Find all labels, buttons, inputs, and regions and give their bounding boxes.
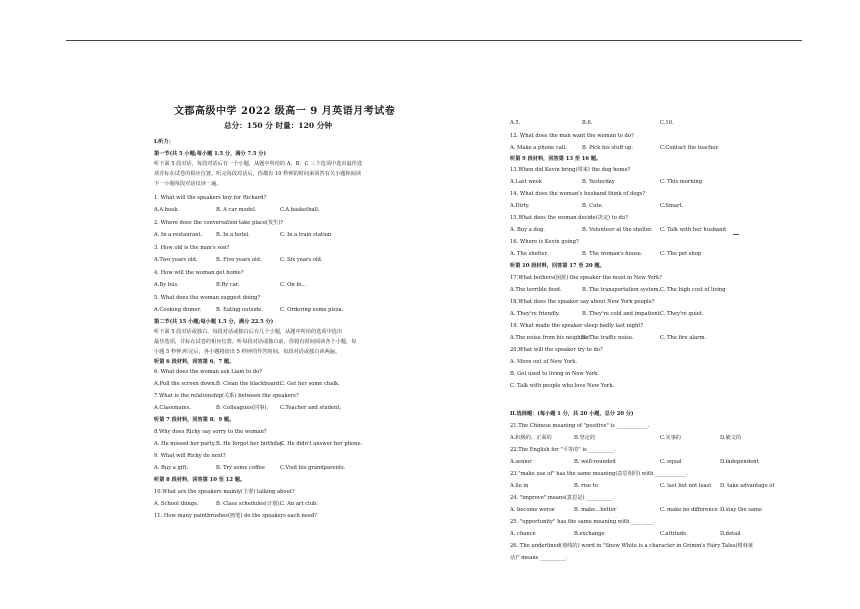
- answer-option: B. Yesterday: [582, 179, 615, 185]
- question-text: B. Get used to living in New York.: [510, 371, 599, 377]
- answer-option: B. Pick his stuff up.: [582, 145, 634, 151]
- answer-option: C.10.: [660, 120, 674, 126]
- answer-option: D.detail: [720, 531, 741, 537]
- answer-option: A. They're friendly.: [510, 311, 560, 317]
- answer-option: B. He forgot her birthday.: [216, 441, 284, 447]
- answer-option: C. last but not least: [660, 483, 712, 489]
- answer-option: C. Six years old.: [280, 257, 323, 263]
- question-text: 21.The Chinese meaning of "positive" is ____________.: [510, 423, 650, 429]
- answer-option: A. Buy a dog.: [510, 227, 545, 233]
- answer-option: C.实事的: [660, 435, 681, 441]
- page-title: 文郡高级中学 2022 级高一 9 月英语月考试卷: [174, 106, 396, 117]
- answer-option: D.stay the same: [720, 507, 762, 513]
- pen-mark: [733, 234, 739, 235]
- answer-option: C. On fo...: [280, 282, 307, 288]
- answer-option: C. The pet shop: [660, 251, 702, 257]
- answer-option: B. The woman's house.: [582, 251, 643, 257]
- answer-option: A.Dirty.: [510, 203, 530, 209]
- section-heading: I.听力：: [154, 139, 174, 145]
- question-text: 听下面 5 段对话，每段对话后有一个小题，从题中所给的 A、B、C 三个选项中选出最佳选: [154, 161, 363, 167]
- answer-option: A. The shelter.: [510, 251, 549, 257]
- question-text: 最佳选项，并标在试卷的相应位置。听每段对话或独白前，你将有时间阅读各个小题，每: [154, 339, 357, 345]
- answer-option: A.Pull the screen down.: [154, 381, 217, 387]
- question-text: 24. "improve" means(意思是) __________.: [510, 495, 614, 501]
- answer-option: C.A basketball.: [280, 207, 320, 213]
- question-text: 19. What made the speaker sleep badly last night?: [510, 323, 644, 329]
- answer-option: A. chance: [510, 531, 536, 537]
- answer-option: B. Clean the blackboard.: [216, 381, 282, 387]
- answer-option: A. Buy a gift.: [154, 465, 189, 471]
- question-text: 4. How will the woman get home?: [154, 270, 244, 276]
- answer-option: B. Volunteer at the shelter.: [582, 227, 653, 233]
- answer-option: C. Get her some chalk.: [280, 381, 340, 387]
- answer-option: B. They're cold and impatient: [582, 311, 660, 317]
- top-rule: [66, 40, 802, 41]
- question-text: A. Move out of New York.: [510, 359, 578, 365]
- answer-option: A.Cooking dinner.: [154, 307, 202, 313]
- answer-option: B.6.: [582, 120, 593, 126]
- answer-option: A.5.: [510, 120, 521, 126]
- answer-option: A.A book.: [154, 207, 180, 213]
- answer-option: C.attitude: [660, 531, 687, 537]
- question-text: 听下面 5 段对话或独白。每段对话或独白后有几个小题，从题中所给的选项中选出: [154, 329, 343, 335]
- answer-option: A.lie in: [510, 483, 529, 489]
- question-text: 1. What will the speakers buy for Richard?: [154, 195, 267, 201]
- answer-option: C.Contact the teacher.: [660, 145, 719, 151]
- question-text: 23."make use of" has the same meaning(意思相同) with ____________.: [510, 471, 688, 477]
- answer-option: C.Visit his grandparents.: [280, 465, 346, 471]
- answer-option: A.Two years old.: [154, 257, 198, 263]
- answer-option: B.By car.: [216, 282, 240, 288]
- answer-option: B. In a hotel.: [216, 232, 250, 238]
- question-text: C. Talk with people who love New York.: [510, 383, 615, 389]
- question-text: 3. How old is the man's son?: [154, 245, 230, 251]
- question-text: 14. What does the woman's husband think of dogs?: [510, 191, 646, 197]
- answer-option: A.Last week: [510, 179, 543, 185]
- answer-option: C. In a train station: [280, 232, 332, 238]
- answer-option: B. A car model.: [216, 207, 257, 213]
- answer-option: B.exchange: [574, 531, 605, 537]
- answer-option: B. well-rounded: [574, 459, 616, 465]
- answer-option: B. rise to: [574, 483, 598, 489]
- answer-option: D. take advantage of: [720, 483, 775, 489]
- question-text: 小题 5 秒钟;听完后，各小题将给出 5 秒钟的作答时间。每段对话或独白读两遍。: [154, 349, 341, 355]
- answer-option: A.senior: [510, 459, 532, 465]
- question-text: 26. The underlined(划线的) word in "Snow White is a character in Grimm's Fairy Tales(格林童: [510, 543, 754, 549]
- answer-option: D.independent: [720, 459, 759, 465]
- question-text: 7.What is the relationship(关系) between the speakers?: [154, 393, 299, 399]
- answer-option: B. Colleagues(同事).: [216, 405, 269, 411]
- answer-option: A.Classmates.: [154, 405, 191, 411]
- answer-option: A.The terrible food.: [510, 287, 562, 293]
- question-text: 11. How many paintbrushes(画笔) do the speakers each need?: [154, 513, 318, 519]
- question-text: 5. What does the woman suggest doing?: [154, 295, 261, 301]
- question-text: 25. "opportunity" has the same meaning with ____ ____.: [510, 519, 656, 525]
- question-text: 22.The English for "平等的" is __________.: [510, 447, 616, 453]
- answer-option: B. make...better: [574, 507, 617, 513]
- question-text: 话)" means __________.: [510, 555, 568, 561]
- answer-option: C. equal: [660, 459, 682, 465]
- answer-option: A. become worse: [510, 507, 555, 513]
- section-heading: 听第 6 段材料，回答第 6、7 题。: [154, 359, 235, 365]
- answer-option: A.积极的、正面的: [510, 435, 552, 441]
- answer-option: C.Teacher and student.: [280, 405, 342, 411]
- section-heading: II.选择题：(每小题 1 分，共 20 小题，总分 20 分): [510, 411, 634, 417]
- answer-option: B.坚定的: [574, 435, 596, 441]
- section-heading: 听第 10 段材料，回答第 17 至 20 题。: [510, 263, 605, 269]
- section-heading: 听第 8 段材料，回答第 10 至 12 题。: [154, 477, 246, 483]
- answer-option: C. This morning: [660, 179, 703, 185]
- answer-option: C. The fire alarm.: [660, 335, 707, 341]
- question-text: 9. What will Ricky do next?: [154, 453, 226, 459]
- section-heading: 第二节(共 15 小题;每小题 1.5 分，满分 22.5 分): [154, 319, 274, 325]
- question-text: 10.What are the speakers mainly(主要) talking about?: [154, 489, 295, 495]
- answer-option: B. Eating outside.: [216, 307, 263, 313]
- answer-option: A. Make a phone call.: [510, 145, 567, 151]
- answer-option: A. School things.: [154, 501, 199, 507]
- question-text: 18.What does the speaker say about New York people?: [510, 299, 655, 305]
- question-text: 8.Why does Ricky say sorry to the woman?: [154, 429, 267, 435]
- answer-option: A.The noise from his neighbor.: [510, 335, 591, 341]
- answer-option: B. Five years old.: [216, 257, 262, 263]
- answer-option: C. Ordering some pizza.: [280, 307, 344, 313]
- question-text: 2. Where does the conversation take place(发生)?: [154, 220, 284, 226]
- answer-option: B. Cute.: [582, 203, 604, 209]
- answer-option: B. The traffic noise.: [582, 335, 634, 341]
- answer-option: C. They're quiet.: [660, 311, 704, 317]
- answer-option: A. He missed her party.: [154, 441, 216, 447]
- answer-option: B. Try some coffee: [216, 465, 265, 471]
- question-text: 下一小题每段对话仅读一遍。: [154, 181, 222, 187]
- question-text: 13.When did Kevin bring(带来) the dog home?: [510, 167, 631, 173]
- answer-option: C. make no difference: [660, 507, 718, 513]
- section-heading: 听第 7 段材料，回答第 8、9 题。: [154, 417, 235, 423]
- question-text: 16. Where is Kevin going?: [510, 239, 579, 245]
- question-text: 12. What does the man want the woman to do?: [510, 133, 634, 139]
- question-text: 项并标在试卷的相应位置。听完每段对话后，你都有 10 秒钟的时间来回答有关小题和阅读: [154, 171, 362, 177]
- question-text: 15.What does the woman decide(决定) to do?: [510, 215, 628, 221]
- answer-option: C.Smart.: [660, 203, 684, 209]
- answer-option: C. An art club.: [280, 501, 318, 507]
- question-text: 6. What does the woman ask Liam to do?: [154, 369, 263, 375]
- answer-option: C. The high cost of living: [660, 287, 726, 293]
- exam-info: 总分：150 分 时量：120 分钟: [224, 121, 332, 130]
- question-text: 17.What bothers(困扰) the speaker the most in New York?: [510, 275, 662, 281]
- answer-option: B. Class schedules(计划).: [216, 501, 281, 507]
- answer-option: D.敏文的: [720, 435, 742, 441]
- answer-option: B. The transportation system.: [582, 287, 661, 293]
- answer-option: C. He didn't answer her phone.: [280, 441, 363, 447]
- answer-option: C. Talk with her husband: [660, 227, 726, 233]
- answer-option: A. In a restaurant.: [154, 232, 203, 238]
- answer-option: A.By bus.: [154, 282, 179, 288]
- question-text: 20.What will the speaker try to do?: [510, 347, 603, 353]
- section-heading: 听第 9 段材料，回答第 13 至 16 题。: [510, 156, 602, 162]
- section-heading: 第一节(共 5 小题;每小题 1.5 分，满分 7.5 分): [154, 151, 266, 157]
